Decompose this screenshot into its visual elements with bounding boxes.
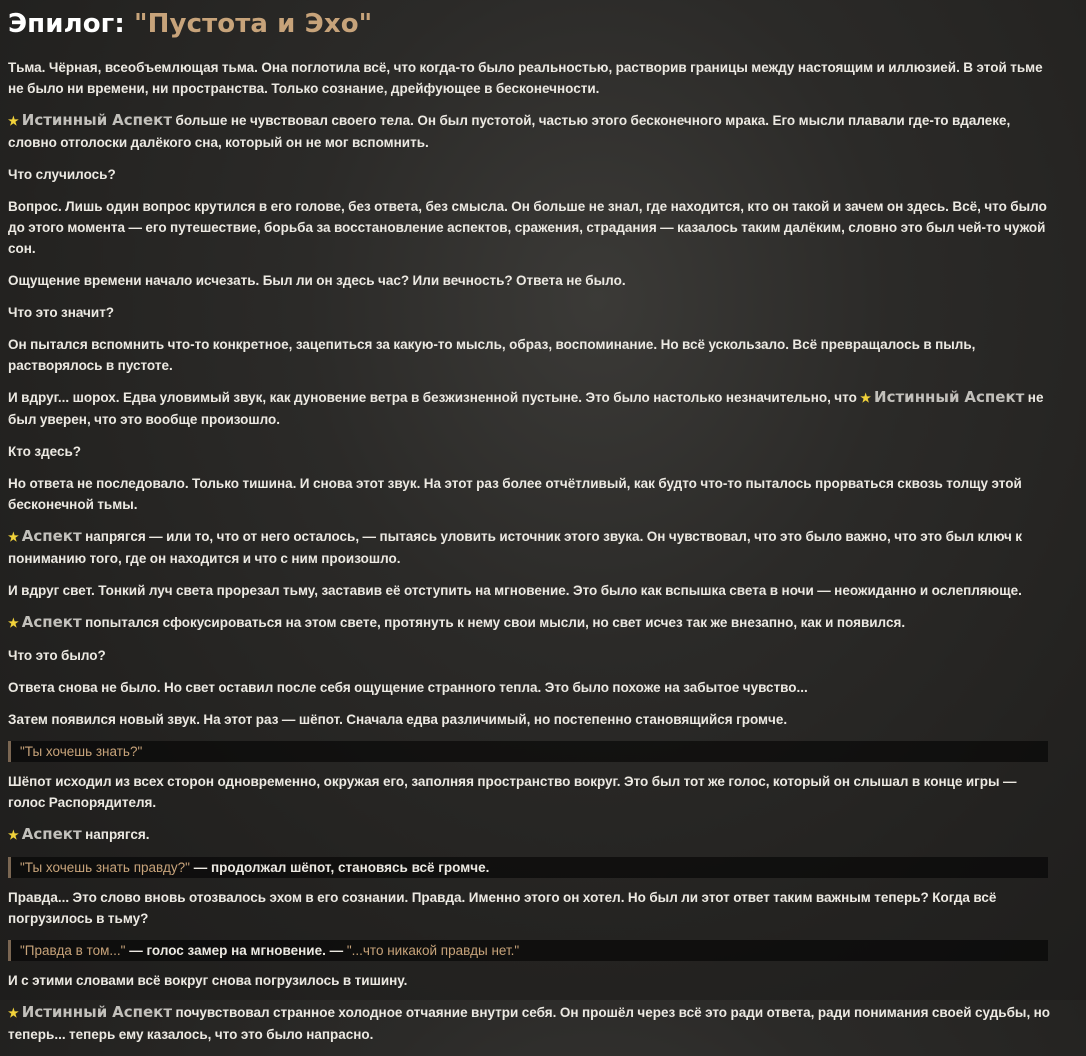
paragraph-18: ★ Аспект напрягся. bbox=[8, 825, 150, 843]
star-icon: ★ bbox=[8, 828, 19, 842]
title-prefix: Эпилог: bbox=[8, 9, 135, 39]
star-icon: ★ bbox=[860, 391, 872, 405]
paragraph-2: ★ Истинный Аспект больше не чувствовал своего тела. Он был пустотой, частью этого бесконечного мрака. Его мысли плавали где-то вдалеке, словно отголоски далёкого сна, который он не мог вспомнить. bbox=[8, 111, 1011, 150]
page-title bbox=[8, 8, 1052, 40]
paragraph-6: Что это значит? bbox=[8, 305, 115, 320]
aspect-name: Аспект bbox=[21, 527, 82, 545]
aspect-name: Истинный Аспект bbox=[21, 1003, 173, 1021]
paragraph-9: Кто здесь? bbox=[8, 444, 82, 459]
paragraph-10: Но ответа не последовало. Только тишина. И снова этот звук. На этот раз более отчётливый, как будто что-то пыталось прорваться сквозь толщу этой бесконечной тьмы. bbox=[8, 476, 1022, 512]
story-text bbox=[8, 57, 1052, 1045]
aspect-name: Аспект bbox=[21, 613, 82, 631]
paragraph-11: ★ Аспект напрягся — или то, что от него осталось, — пытаясь уловить источник этого звука. Он чувствовал, что это было важно, что это был ключ к пониманию того, где он находится и что с ним произошло. bbox=[8, 527, 1023, 566]
epilogue-page bbox=[8, 0, 1052, 1056]
paragraph-1: Тьма. Чёрная, всеобъемлющая тьма. Она поглотила всё, что когда-то было реальностью, растворив границы между настоящим и иллюзией. В этой тьме не было ни времени, ни пространства. Только сознание, дрейфующее в бесконечности. bbox=[8, 60, 1043, 96]
quote-block-2: "Ты хочешь знать правду?" — продолжал шёпот, становясь всё громче. bbox=[8, 857, 1048, 878]
paragraph-12: И вдруг свет. Тонкий луч света прорезал тьму, заставив её отступить на мгновение. Это было как вспышка света в ночи — неожиданно и ослепляюще. bbox=[8, 583, 1022, 598]
paragraph-5: Ощущение времени начало исчезать. Был ли он здесь час? Или вечность? Ответа не было. bbox=[8, 273, 626, 288]
star-icon: ★ bbox=[8, 530, 19, 544]
paragraph-8: И вдруг... шорох. Едва уловимый звук, как дуновение ветра в безжизненной пустыне. Это было настолько незначительно, что ★ Истинный Аспект не был уверен, что это вообще произошло. bbox=[8, 388, 1044, 427]
aspect-name: Истинный Аспект bbox=[874, 388, 1025, 406]
paragraph-17: Шёпот исходил из всех сторон одновременно, окружая его, заполняя пространство вокруг. Это был тот же голос, который он слышал в конце игры — голос Распорядителя. bbox=[8, 774, 1017, 810]
star-icon: ★ bbox=[8, 114, 19, 128]
paragraph-19: Правда... Это слово вновь отозвалось эхом в его сознании. Правда. Именно этого он хотел. Но был ли этот ответ таким важным теперь? Когда всё погрузилось в тьму? bbox=[8, 890, 997, 926]
whisper-quote: "Ты хочешь знать?" bbox=[20, 744, 143, 759]
whisper-quote: "...что никакой правды нет." bbox=[346, 943, 520, 958]
quote-block-1 bbox=[8, 741, 1048, 762]
paragraph-20: И с этими словами всё вокруг снова погрузилось в тишину. bbox=[8, 973, 408, 988]
paragraph-16: Затем появился новый звук. На этот раз — шёпот. Сначала едва различимый, но постепенно становящийся громче. bbox=[8, 712, 788, 727]
paragraph-21: ★ Истинный Аспект почувствовал странное холодное отчаяние внутри себя. Он прошёл через всё это ради ответа, ради понимания своей судьбы, но теперь... теперь ему казалось, что это было напрасно. bbox=[8, 1003, 1051, 1042]
whisper-quote: "Ты хочешь знать правду?" bbox=[20, 860, 190, 875]
aspect-name: Аспект bbox=[21, 825, 82, 843]
paragraph-13: ★ Аспект попытался сфокусироваться на этом свете, протянуть к нему свои мысли, но свет исчез так же внезапно, как и появился. bbox=[8, 613, 906, 631]
whisper-quote: "Правда в том..." bbox=[20, 943, 126, 958]
star-icon: ★ bbox=[8, 1006, 19, 1020]
title-quote: "Пустота и Эхо" bbox=[134, 9, 373, 39]
paragraph-4: Вопрос. Лишь один вопрос крутился в его голове, без ответа, без смысла. Он больше не знал, где находится, кто он такой и зачем он здесь. Всё, что было до этого момента — его путешествие, борьба за восстановление аспектов, сражения, страдания — казалось таким далёким, словно это был чей-то чужой сон. bbox=[8, 199, 1047, 256]
paragraph-3: Что случилось? bbox=[8, 167, 116, 182]
paragraph-14: Что это было? bbox=[8, 648, 106, 663]
star-icon: ★ bbox=[8, 616, 19, 630]
quote-block-3: "Правда в том..." — голос замер на мгновение. — "...что никакой правды нет." bbox=[8, 940, 1048, 961]
aspect-name: Истинный Аспект bbox=[21, 111, 173, 129]
paragraph-7: Он пытался вспомнить что-то конкретное, зацепиться за какую-то мысль, образ, воспоминание. Но всё ускользало. Всё превращалось в пыль, растворялось в пустоте. bbox=[8, 337, 976, 373]
paragraph-15: Ответа снова не было. Но свет оставил после себя ощущение странного тепла. Это было похоже на забытое чувство... bbox=[8, 680, 808, 695]
